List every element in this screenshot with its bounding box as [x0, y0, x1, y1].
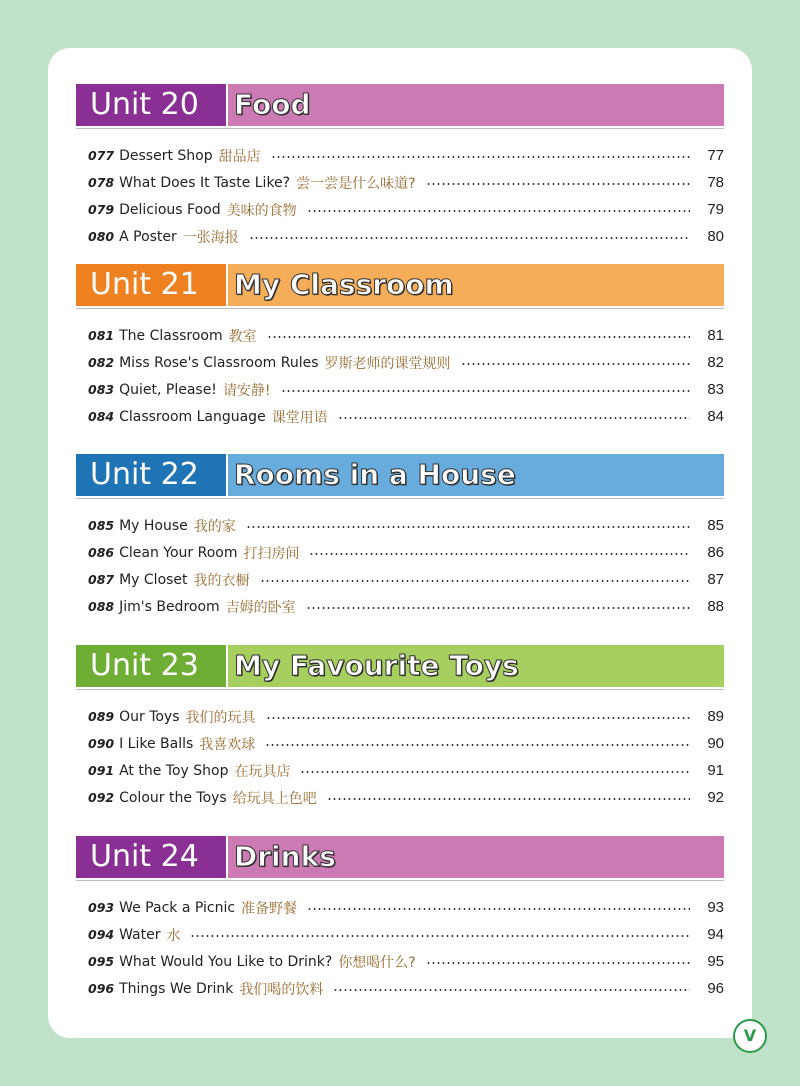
lesson-title-en: At the Toy Shop — [119, 762, 229, 779]
lesson-page: 91 — [707, 762, 724, 779]
lesson-title-en: Things We Drink — [119, 980, 234, 997]
lesson-number: 089 — [88, 709, 115, 724]
dot-leader — [300, 771, 690, 773]
lesson-title-en: My Closet — [119, 571, 188, 588]
lesson-title-en: Water — [119, 926, 161, 943]
toc-entry[interactable] — [76, 539, 724, 566]
entry-list — [76, 322, 724, 430]
lesson-title-en: Quiet, Please! — [119, 381, 217, 398]
lesson-page: 88 — [707, 598, 724, 615]
lesson-title-zh: 甜品店 — [218, 148, 261, 165]
dot-leader — [338, 417, 690, 419]
unit-label: Unit 24 — [76, 836, 226, 878]
lesson-page: 92 — [707, 789, 724, 806]
unit-section-23 — [76, 645, 724, 807]
dot-leader — [306, 607, 690, 609]
lesson-number: 096 — [88, 981, 115, 996]
lesson-title-en: Classroom Language — [119, 408, 266, 425]
toc-entry[interactable] — [76, 566, 724, 593]
toc-entry[interactable] — [76, 757, 724, 784]
lesson-title-zh: 教室 — [228, 328, 257, 345]
dot-leader — [271, 156, 690, 158]
lesson-number: 079 — [88, 202, 115, 217]
toc-entry[interactable] — [76, 730, 724, 757]
dot-leader — [426, 962, 690, 964]
lesson-number: 080 — [88, 229, 115, 244]
toc-entry[interactable] — [76, 948, 724, 975]
page-number-badge: V — [733, 1019, 767, 1053]
lesson-page: 80 — [707, 228, 724, 245]
lesson-page: 96 — [707, 980, 724, 997]
dot-leader — [426, 183, 690, 185]
lesson-number: 091 — [88, 763, 115, 778]
lesson-title-en: What Does It Taste Like? — [119, 174, 291, 191]
unit-title: Drinks — [228, 836, 724, 878]
toc-entry[interactable] — [76, 169, 724, 196]
dot-leader — [461, 363, 690, 365]
lesson-page: 77 — [707, 147, 724, 164]
dot-leader — [249, 237, 690, 239]
lesson-title-en: Clean Your Room — [119, 544, 238, 561]
lesson-title-zh: 我的衣橱 — [193, 572, 250, 589]
unit-banner — [76, 454, 724, 496]
lesson-title-en: The Classroom — [119, 327, 223, 344]
banner-underline — [76, 880, 724, 881]
lesson-title-en: Our Toys — [119, 708, 180, 725]
contents-page — [48, 48, 752, 1038]
lesson-number: 087 — [88, 572, 115, 587]
unit-label: Unit 23 — [76, 645, 226, 687]
lesson-page: 85 — [707, 517, 724, 534]
banner-underline — [76, 498, 724, 499]
lesson-title-en: We Pack a Picnic — [119, 899, 236, 916]
dot-leader — [281, 390, 690, 392]
lesson-number: 090 — [88, 736, 115, 751]
unit-title: Food — [228, 84, 724, 126]
lesson-title-zh: 一张海报 — [182, 229, 239, 246]
lesson-number: 084 — [88, 409, 115, 424]
lesson-title-en: I Like Balls — [119, 735, 194, 752]
lesson-number: 081 — [88, 328, 115, 343]
lesson-number: 093 — [88, 900, 115, 915]
unit-banner — [76, 836, 724, 878]
entry-list — [76, 142, 724, 250]
toc-entry[interactable] — [76, 349, 724, 376]
lesson-page: 82 — [707, 354, 724, 371]
lesson-title-zh: 打扫房间 — [243, 545, 300, 562]
lesson-title-zh: 我的家 — [193, 518, 236, 535]
lesson-title-zh: 我喜欢球 — [199, 736, 256, 753]
toc-entry[interactable] — [76, 975, 724, 1002]
dot-leader — [267, 336, 690, 338]
lesson-page: 79 — [707, 201, 724, 218]
dot-leader — [307, 908, 690, 910]
unit-banner — [76, 84, 724, 126]
lesson-title-en: Miss Rose's Classroom Rules — [119, 354, 319, 371]
dot-leader — [309, 553, 690, 555]
lesson-title-en: Delicious Food — [119, 201, 221, 218]
banner-underline — [76, 308, 724, 309]
lesson-page: 84 — [707, 408, 724, 425]
dot-leader — [307, 210, 690, 212]
unit-label: Unit 21 — [76, 264, 226, 306]
unit-label: Unit 22 — [76, 454, 226, 496]
lesson-page: 89 — [707, 708, 724, 725]
lesson-title-en: Dessert Shop — [119, 147, 213, 164]
toc-entry[interactable] — [76, 142, 724, 169]
lesson-title-en: A Poster — [119, 228, 177, 245]
lesson-title-zh: 准备野餐 — [241, 900, 298, 917]
banner-underline — [76, 128, 724, 129]
unit-section-20 — [76, 84, 724, 246]
lesson-title-zh: 水 — [166, 927, 181, 944]
lesson-title-zh: 罗斯老师的课堂规则 — [324, 355, 451, 372]
unit-section-22 — [76, 454, 724, 616]
toc-entry[interactable] — [76, 703, 724, 730]
lesson-title-zh: 吉姆的卧室 — [225, 599, 296, 616]
lesson-page: 94 — [707, 926, 724, 943]
unit-title: My Favourite Toys — [228, 645, 724, 687]
lesson-title-en: Jim's Bedroom — [119, 598, 220, 615]
lesson-page: 87 — [707, 571, 724, 588]
banner-underline — [76, 689, 724, 690]
unit-banner — [76, 645, 724, 687]
dot-leader — [246, 526, 690, 528]
lesson-page: 83 — [707, 381, 724, 398]
toc-entry[interactable] — [76, 376, 724, 403]
lesson-number: 086 — [88, 545, 115, 560]
toc-entry[interactable] — [76, 593, 724, 620]
entry-list — [76, 894, 724, 1002]
lesson-title-en: My House — [119, 517, 188, 534]
toc-entry[interactable] — [76, 784, 724, 811]
unit-title: Rooms in a House — [228, 454, 724, 496]
unit-banner — [76, 264, 724, 306]
lesson-number: 095 — [88, 954, 115, 969]
lesson-title-zh: 尝一尝是什么味道? — [296, 175, 416, 192]
lesson-number: 078 — [88, 175, 115, 190]
dot-leader — [190, 935, 690, 937]
lesson-title-zh: 我们的玩具 — [185, 709, 256, 726]
entry-list — [76, 703, 724, 811]
lesson-page: 86 — [707, 544, 724, 561]
lesson-number: 094 — [88, 927, 115, 942]
unit-label: Unit 20 — [76, 84, 226, 126]
dot-leader — [333, 989, 690, 991]
lesson-page: 90 — [707, 735, 724, 752]
lesson-title-zh: 美味的食物 — [226, 202, 297, 219]
lesson-page: 81 — [707, 327, 724, 344]
lesson-title-zh: 你想喝什么? — [338, 954, 416, 971]
toc-entry[interactable] — [76, 512, 724, 539]
lesson-title-en: What Would You Like to Drink? — [119, 953, 333, 970]
toc-entry[interactable] — [76, 894, 724, 921]
dot-leader — [260, 580, 690, 582]
lesson-title-zh: 在玩具店 — [234, 763, 291, 780]
dot-leader — [327, 798, 690, 800]
lesson-number: 083 — [88, 382, 115, 397]
toc-entry[interactable] — [76, 223, 724, 250]
lesson-title-en: Colour the Toys — [119, 789, 227, 806]
lesson-title-zh: 课堂用语 — [271, 409, 328, 426]
lesson-page: 93 — [707, 899, 724, 916]
unit-section-24 — [76, 836, 724, 998]
lesson-number: 092 — [88, 790, 115, 805]
lesson-number: 088 — [88, 599, 115, 614]
unit-section-21 — [76, 264, 724, 426]
unit-title: My Classroom — [228, 264, 724, 306]
lesson-number: 085 — [88, 518, 115, 533]
lesson-title-zh: 请安静! — [222, 382, 271, 399]
toc-entry[interactable] — [76, 921, 724, 948]
lesson-title-zh: 给玩具上色吧 — [232, 790, 317, 807]
lesson-number: 077 — [88, 148, 115, 163]
toc-entry[interactable] — [76, 403, 724, 430]
toc-entry[interactable] — [76, 322, 724, 349]
lesson-page: 95 — [707, 953, 724, 970]
lesson-page: 78 — [707, 174, 724, 191]
entry-list — [76, 512, 724, 620]
dot-leader — [266, 717, 690, 719]
toc-entry[interactable] — [76, 196, 724, 223]
dot-leader — [265, 744, 690, 746]
lesson-number: 082 — [88, 355, 115, 370]
lesson-title-zh: 我们喝的饮料 — [239, 981, 324, 998]
